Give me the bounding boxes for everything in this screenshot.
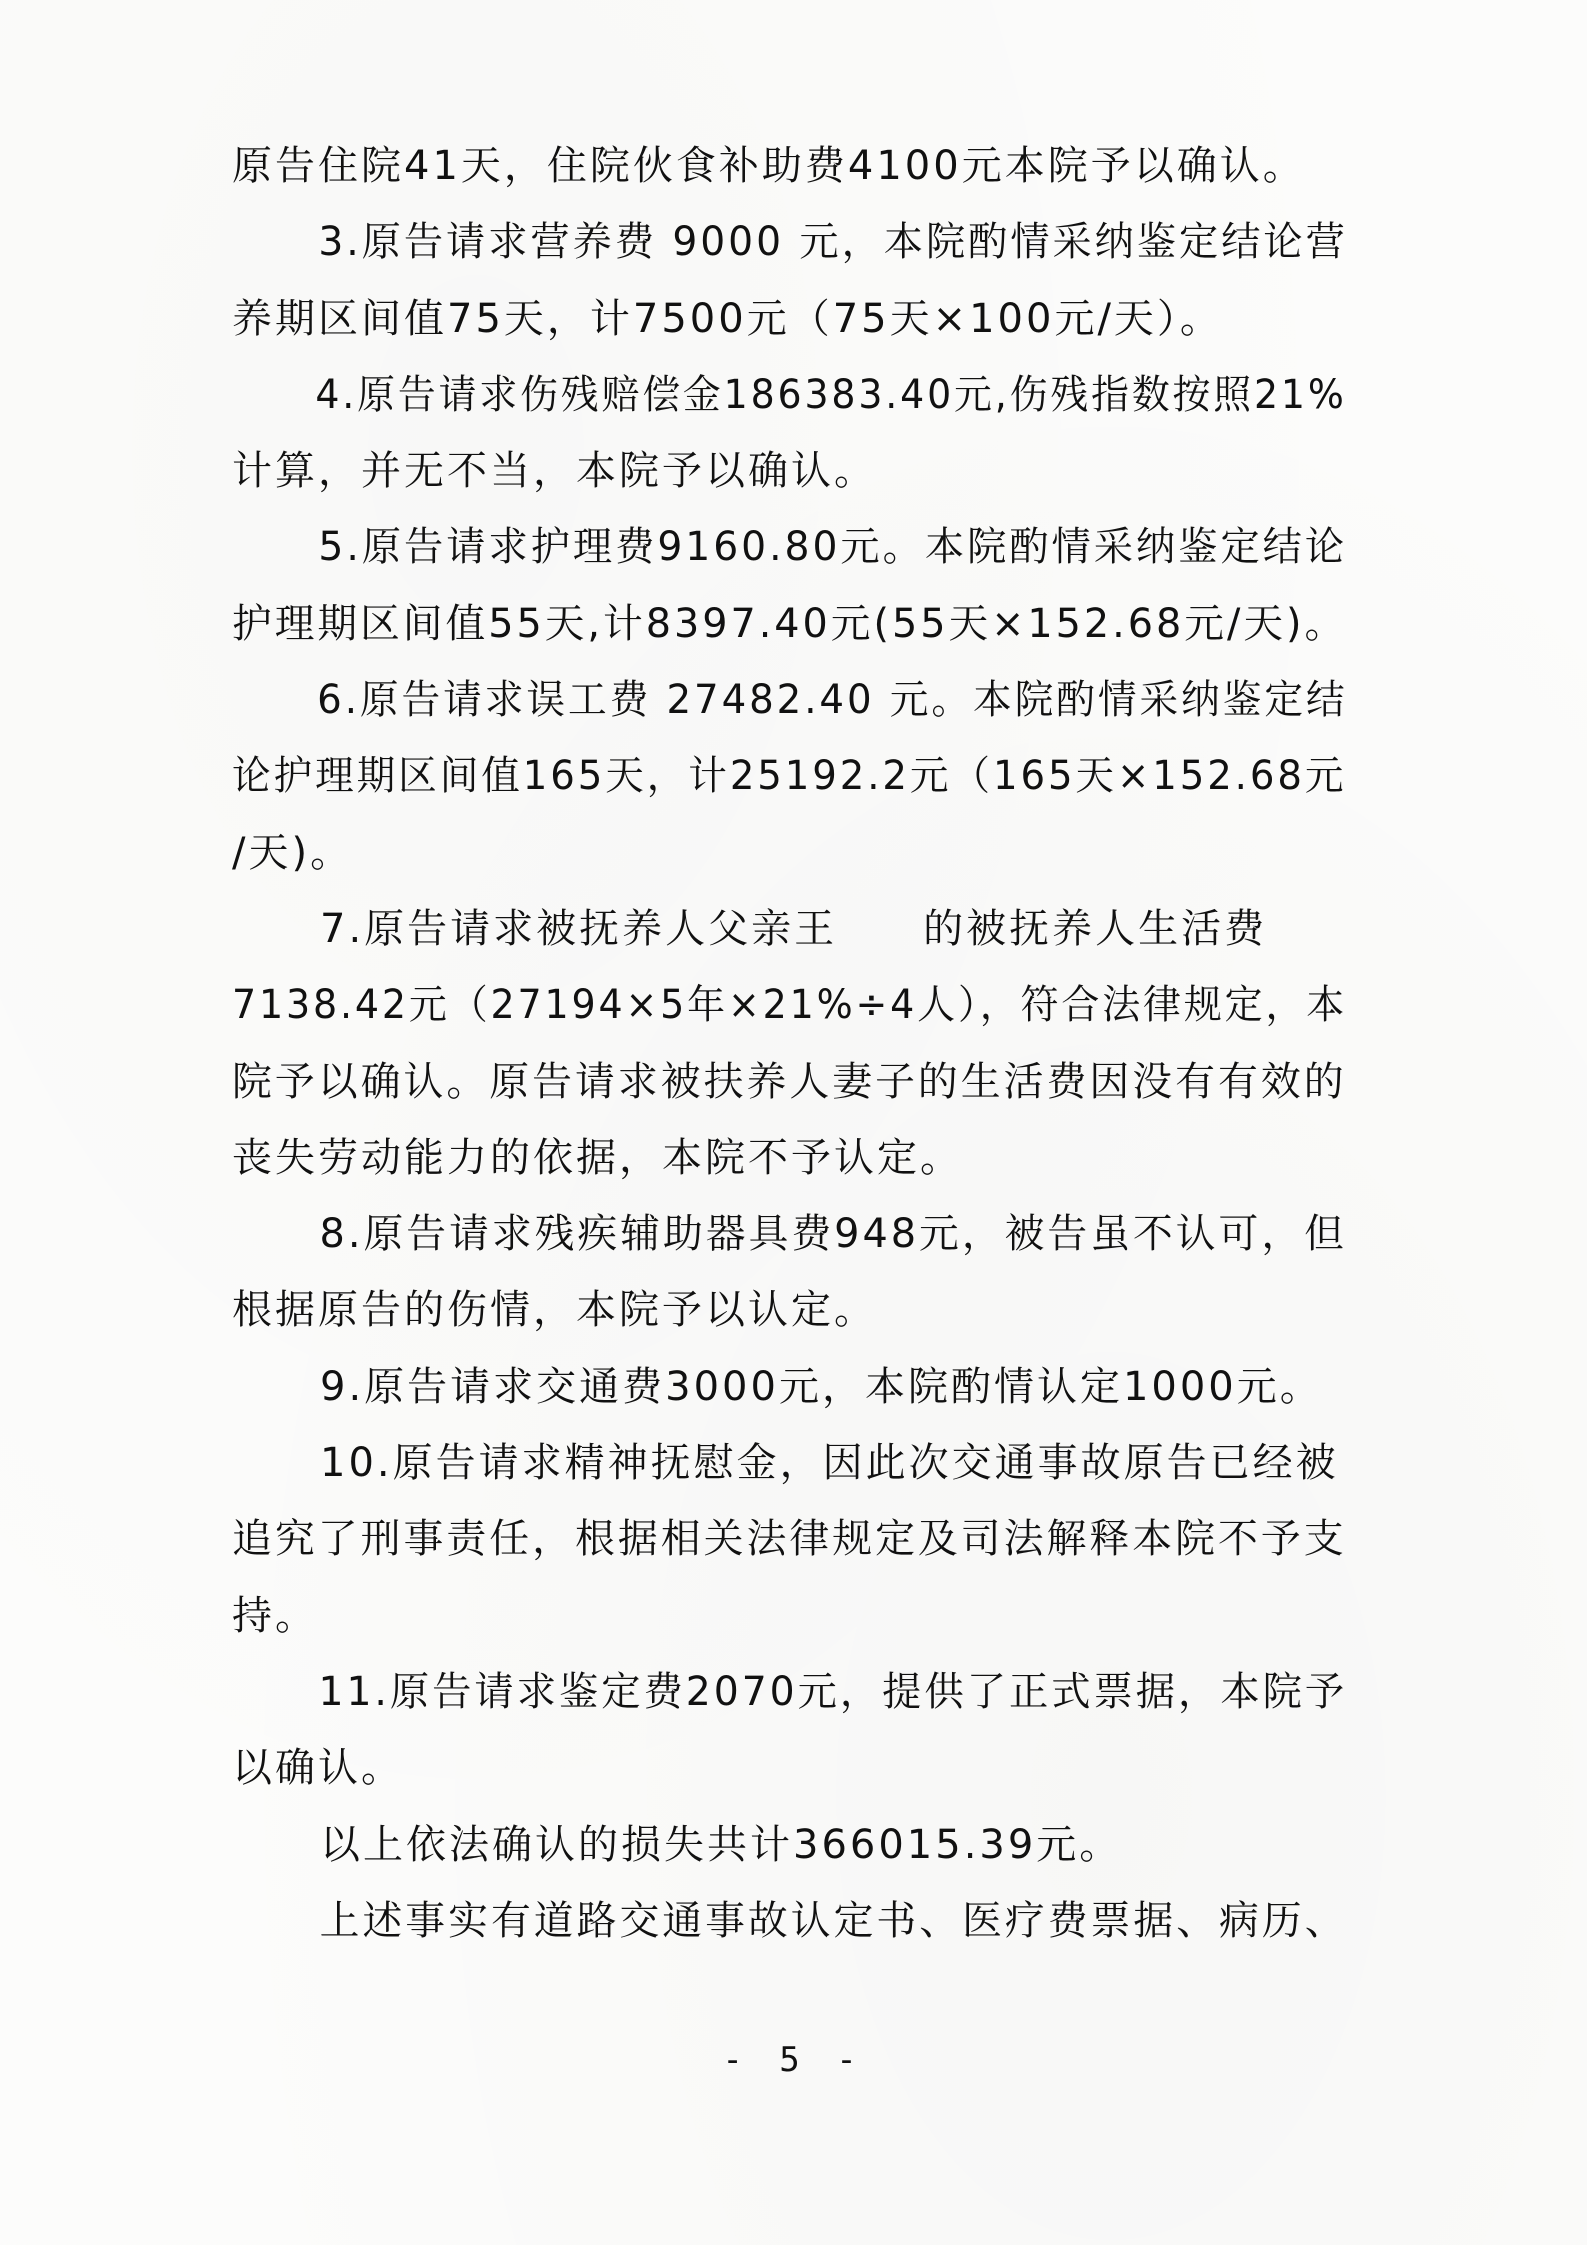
text-line: 养期区间值75天，计7500元（75天×100元/天）。	[232, 295, 1223, 342]
document-body	[232, 128, 1347, 1959]
text-line: 计算，并无不当，本院予以确认。	[232, 448, 877, 495]
text-line: 持。	[232, 1592, 318, 1639]
text-line: 以确认。	[232, 1745, 404, 1792]
text-line-item-3: 3.原告请求营养费 9000 元，本院酌情采纳鉴定结论营	[318, 219, 1348, 266]
text-line-total: 以上依法确认的损失共计366015.39元。	[320, 1821, 1123, 1868]
text-line-item-7: 7.原告请求被抚养人父亲王 的被抚养人生活费	[320, 905, 1268, 952]
text-line-item-8: 8.原告请求残疾辅助器具费948元，被告虽不认可，但	[319, 1211, 1347, 1258]
text-line-item-6: 6.原告请求误工费 27482.40 元。本院酌情采纳鉴定结	[317, 677, 1348, 724]
text-line-item-5: 5.原告请求护理费9160.80元。本院酌情采纳鉴定结论	[318, 524, 1348, 571]
text-line: 7138.42元（27194×5年×21%÷4人），符合法律规定，本	[232, 982, 1348, 1029]
text-line: 护理期区间值55天,计8397.40元(55天×152.68元/天)。	[232, 600, 1348, 647]
text-line: 丧失劳动能力的依据，本院不予认定。	[232, 1134, 963, 1181]
text-line-item-11: 11.原告请求鉴定费2070元，提供了正式票据，本院予	[318, 1668, 1348, 1715]
text-line: 追究了刑事责任，根据相关法律规定及司法解释本院不予支	[232, 1516, 1347, 1563]
page-number: - 5 -	[722, 2040, 865, 2080]
text-line-item-9: 9.原告请求交通费3000元，本院酌情认定1000元。	[320, 1363, 1323, 1410]
text-line: 院予以确认。原告请求被扶养人妻子的生活费因没有有效的	[232, 1058, 1347, 1105]
text-line: 原告住院41天，住院伙食补助费4100元本院予以确认。	[232, 143, 1306, 189]
text-line: 根据原告的伤情，本院予以认定。	[232, 1287, 877, 1334]
text-line: 论护理期区间值165天，计25192.2元（165天×152.68元	[232, 753, 1347, 800]
text-line-item-10: 10.原告请求精神抚慰金，因此次交通事故原告已经被	[320, 1440, 1339, 1487]
text-line: /天)。	[232, 829, 354, 876]
text-line-item-4: 4.原告请求伤残赔偿金186383.40元,伤残指数按照21%	[315, 371, 1347, 418]
text-line-evidence: 上述事实有道路交通事故认定书、医疗费票据、病历、	[319, 1897, 1348, 1944]
